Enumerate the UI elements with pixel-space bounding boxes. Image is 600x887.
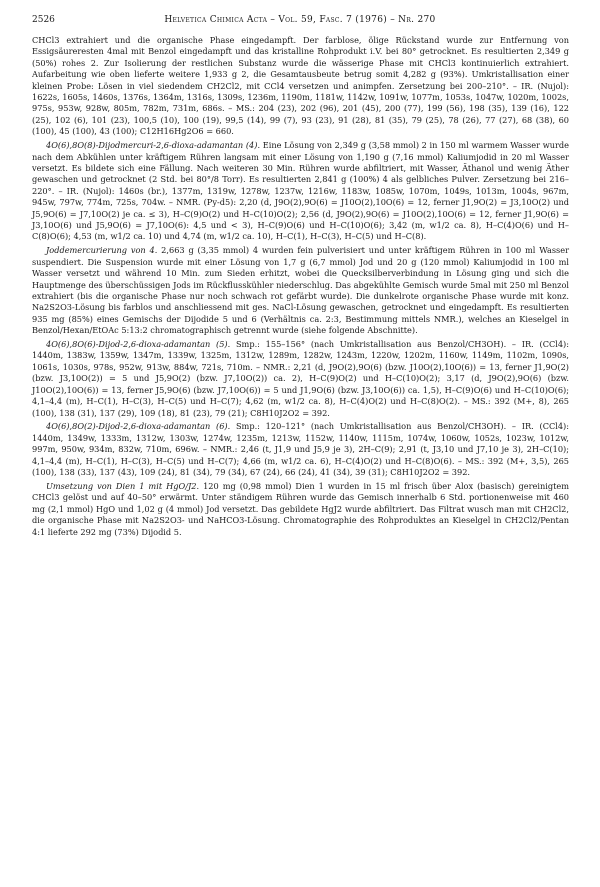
journal-title: Helvetica Chimica Acta – Vol. 59, Fasc. 7 (1976) – Nr. 270: [164, 15, 436, 25]
section-heading: Joddemercurierung von 4.: [46, 245, 158, 256]
paragraph-dijodmercuri: [32, 140, 569, 243]
section-heading: Umsetzung von Dien 1 mit HgO/J2.: [46, 480, 200, 491]
page-number: 2526: [32, 15, 55, 25]
paragraph-umsetzung-dien: [32, 481, 569, 538]
paragraph-text: CHCl3 extrahiert und die organische Phase eingedampft. Der farblose, ölige Rückstand wurde zur Entfernung von Essigsäureresten 4mal mit Benzol eingedampft und das kristalline Rohprodukt i.V. bei 80° getrocknet. Es resultierten 2,349 g (50%) rohes 2. Zur Isolierung der restlichen Substanz wurde die wässerige Phase mit CHCl3 kontinuierlich extrahiert. Aufarbeitung wie oben lieferte weitere 1,933 g 2, die Gesamtausbeute betrug somit 4,282 g (93%). Umkristallisation einer kleinen Probe: Lösen in viel siedendem CH2Cl2, mit CCl4 versetzen und animpfen. Zersetzung bei 200–210°. – IR. (Nujol): 1622s, 1605s, 1460s, 1376s, 1364m, 1316s, 1309s, 1236m, 1190m, 1181w, 1142w, 1091w, 1077m, 1053s, 1047w, 1020m, 1002s, 975s, 953w, 928w, 805m, 782m, 731m, 686s. – MS.: 204 (23), 202 (96), 201 (45), 200 (77), 199 (56), 198 (35), 139 (16), 122 (25), 102 (6), 101 (23), 100,5 (10), 100 (19), 99,5 (14), 99 (7), 93 (23), 91 (28), 81 (35), 79 (25), 78 (26), 77 (27), 68 (38), 60 (100), 45 (100), 43 (100); C12H16Hg2O6 = 660.: [32, 35, 569, 137]
paragraph-text: Eine Lösung von 2,349 g (3,58 mmol) 2 in 150 ml warmem Wasser wurde nach dem Abkühlen unter kräftigem Rühren langsam mit einer Lösung von 1,190 g (7,16 mmol) Kaliumjodid in 20 ml Wasser versetzt. Es bildete sich eine Fällung. Nach weiteren 30 Min. Rühren wurde abfiltriert, mit Wasser, Äthanol und wenig Äther gewaschen und getrocknet (2 Std. bei 80°/8 Torr). Es resultierten 2,841 g (100%) 4 als gelbliches Pulver. Zersetzung bei 216–220°. – IR. (Nujol): 1460s (br.), 1377m, 1319w, 1278w, 1237w, 1216w, 1183w, 1085w, 1070m, 1049s, 1013m, 1004s, 967m, 945w, 797w, 774m, 725s, 704w. – NMR. (Py-d5): 2,20 (d, J9O(2),9O(6) = J10O(2),10O(6) = 12, ferner J1,9O(2) = J3,10O(2) und J5,9O(6) = J7,10O(2) je ca. ≤ 3), H–C(9)O(2) und H–C(10)O(2); 2,56 (d, J9O(2),9O(6) = J10O(2),10O(6) = 12, ferner J1,9O(6) = J3,10O(6) und J5,9O(6) = J7,10O(6): 4,5 und < 3), H–C(9)O(6) und H–C(10)O(6); 3,42 (m, w1/2 ca. 8), H–C(4)O(6) und H–C(8)O(6); 4,53 (m, w1/2 ca. 10) und 4,74 (m, w1/2 ca. 10), H–C(1), H–C(3), H–C(5) und H–C(8).: [32, 140, 569, 242]
paragraph-text: Smp.: 120–121° (nach Umkristallisation aus Benzol/CH3OH). – IR. (CCl4): 1440m, 1349w, 1333m, 1312w, 1303w, 1274w, 1235m, 1213w, 1152w, 1140w, 1115m, 1074w, 1060w, 1052s, 1023w, 1012w, 997m, 950w, 934m, 832w, 710m, 696w. – NMR.: 2,46 (t, J1,9 und J5,9 je 3), 2H–C(9); 2,91 (t, J3,10 und J7,10 je 3), 2H–C(10); 4,1–4,4 (m), H–C(1), H–C(3), H–C(5) und H–C(7); 4,66 (m, w1/2 ca. 6), H–C(4)O(2) und H–C(8)O(6). – MS.: 392 (M+, 3,5), 265 (100), 138 (33), 137 (43), 109 (24), 81 (34), 79 (34), 67 (24), 66 (24), 41 (34), 39 (31); C8H10J2O2 = 392.: [32, 421, 570, 478]
paragraph-text: 120 mg (0,98 mmol) Dien 1 wurden in 15 ml frisch über Alox (basisch) gereinigtem CHCl3 gelöst und auf 40–50° erwärmt. Unter ständigem Rühren wurde das Gemisch innerhalb 6 Std. portionenweise mit 460 mg (2,1 mmol) HgO und 1,02 g (4 mmol) Jod versetzt. Das gebildete HgJ2 wurde abfiltriert. Das Filtrat wusch man mit CH2Cl2, die organische Phase mit Na2S2O3- und NaHCO3-Lösung. Chromatographie des Rohproduktes an Kieselgel in CH2Cl2/Pentan 4:1 lieferte 292 mg (73%) Dijodid 5.: [32, 480, 569, 537]
paragraph-joddemercurierung: [32, 245, 569, 336]
paragraph-dijod-6: [32, 421, 569, 478]
paragraph-dijod-5: [32, 339, 569, 419]
section-heading: 4O(6),8O(2)-Dijod-2,6-dioxa-adamantan (6).: [46, 421, 231, 432]
journal-page: [32, 14, 569, 540]
section-heading: 4O(6),8O(6)-Dijod-2,6-dioxa-adamantan (5).: [46, 339, 231, 350]
article-body: [32, 35, 569, 538]
section-heading: 4O(6),8O(8)-Dijodmercuri-2,6-dioxa-adamantan (4).: [46, 140, 261, 151]
paragraph-text: Smp.: 155–156° (nach Umkristallisation aus Benzol/CH3OH). – IR. (CCl4): 1440m, 1383w, 1359w, 1347m, 1339w, 1325m, 1312w, 1289m, 1282w, 1243m, 1220w, 1202m, 1160w, 1149m, 1102m, 1090s, 1061s, 1030s, 978s, 952w, 913w, 884w, 721s, 710m. – NMR.: 2,21 (d, J9O(2),9O(6) (bzw. J10O(2),10O(6)) = 13, ferner J1,9O(2) (bzw. J3,10O(2)) = 5 und J5,9O(2) (bzw. J7,10O(2)) ca. 2), H–C(9)O(2) und H–C(10)O(2); 3,17 (d, J9O(2),9O(6) (bzw. J10O(2),10O(6)) = 13, ferner J5,9O(6) (bzw. J7,10O(6)) = 5 und J1,9O(6) (bzw. J3,10O(6)) ca. 1,5), H–C(9)O(6) und H–C(10)O(6); 4,1–4,4 (m), H–C(1), H–C(3), H–C(5) und H–C(7); 4,62 (m, w1/2 ca. 8), H–C(4)O(2) und H–C(8)O(2). – MS.: 392 (M+, 8), 265 (100), 138 (31), 137 (29), 109 (18), 81 (23), 79 (21); C8H10J2O2 = 392.: [32, 339, 570, 418]
paragraph-text: 2,663 g (3,35 mmol) 4 wurden fein pulverisiert und unter kräftigem Rühren in 100 ml Wasser suspendiert. Die Suspension wurde mit einer Lösung von 1,7 g (6,7 mmol) Jod und 20 g (120 mmol) Kaliumjodid in 100 ml Wasser versetzt und während 10 Min. zum Sieden erhitzt, wobei die Quecksilberverbindung in Lösung ging und sich die Hauptmenge des überschüssigen Jods im Rückflusskühler niederschlug. Das abgekühlte Gemisch wurde 5mal mit 250 ml Benzol extrahiert (bis die organische Phase nur noch schwach rot gefärbt wurde). Die dunkelrote organische Phase wurde mit konz. Na2S2O3-Lösung bis farblos und anschliessend mit ges. NaCl-Lösung gewaschen, getrocknet und eingedampft. Es resultierten 935 mg (85%) eines Gemischs der Dijodide 5 und 6 (Verhältnis ca. 2:3, Bestimmung mittels NMR.), welches an Kieselgel in Benzol/Hexan/EtOAc 5:13:2 chromatographisch getrennt wurde (siehe folgende Abschnitte).: [32, 245, 569, 336]
running-head: [32, 14, 569, 26]
paragraph-workup: [32, 35, 569, 138]
